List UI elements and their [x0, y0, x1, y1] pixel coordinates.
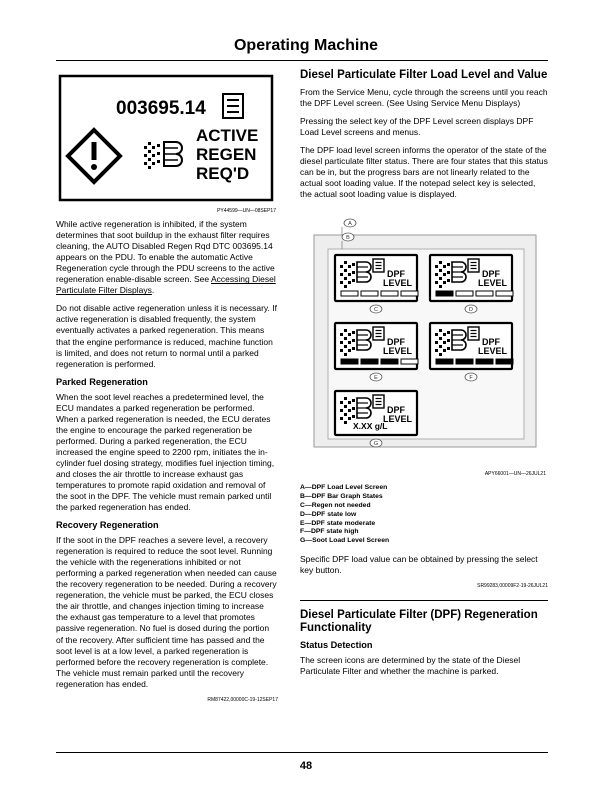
callout-a-label: A — [348, 221, 352, 228]
level-label-text: LEVEL — [478, 346, 508, 357]
dpf-label-text: DPF — [387, 337, 405, 348]
progress-bar-segment — [496, 359, 513, 364]
progress-bar-segment — [476, 359, 493, 364]
soot-value-text: X.XX g/L — [353, 421, 388, 432]
heading-dpf-regeneration: Diesel Particulate Filter (DPF) Regeneration Functionality — [300, 608, 538, 635]
reqd-text: REQ'D — [196, 164, 250, 183]
legend-item: D—DPF state low — [300, 510, 357, 518]
notepad-icon — [468, 327, 479, 340]
heading-dpf-load-level: Diesel Particulate Filter Load Level and Value — [300, 69, 548, 81]
paragraph-do-not-disable: Do not disable active regeneration unless it is necessary. If active regeneration is disabled frequently, the system eventually activates a parked regeneration. This means that the engine performance is reduced, machine function is limited, and does not return to normal until a parked regeneration is performed. — [56, 303, 277, 369]
legend-item: B—DPF Bar Graph States — [300, 493, 383, 501]
legend-item: G—Soot Load Level Screen — [300, 537, 390, 545]
reference-code: SR99283,00009F2-19-26JUL21 — [477, 583, 548, 590]
callout-e-label: E — [374, 375, 378, 382]
paragraph-status-detection: The screen icons are determined by the state of the Diesel Particulate Filter and whether the machine is parked. — [300, 655, 521, 677]
progress-bar-segment — [341, 359, 358, 364]
page-title: Operating Machine — [233, 37, 379, 54]
heading-recovery-regeneration: Recovery Regeneration — [56, 520, 159, 531]
paragraph-select-key: Pressing the select key of the DPF Level screen displays DPF Load Level screens and menus. — [300, 115, 534, 137]
notepad-icon — [373, 395, 384, 408]
callout-b-label: B — [346, 235, 350, 242]
dpf-state-screen-c — [335, 255, 418, 301]
figure-legend — [300, 484, 548, 546]
progress-bar-segment — [401, 359, 418, 364]
progress-bar-segment — [401, 291, 418, 296]
legend-item: C—Regen not needed — [300, 501, 371, 509]
dpf-label-text: DPF — [482, 337, 500, 348]
callout-d-label: D — [469, 307, 473, 314]
dpf-label-text: DPF — [387, 269, 405, 280]
figure-caption: PY44599—UN—08SEP17 — [217, 208, 276, 214]
callout-c-label: C — [374, 307, 378, 314]
regen-text: REGEN — [196, 145, 257, 164]
notepad-icon — [373, 327, 384, 340]
dpf-state-screen-e — [335, 323, 418, 369]
paragraph-specific-dpf-value: Specific DPF load value can be obtained by pressing the select key button. — [300, 554, 538, 576]
section-rule — [300, 600, 548, 601]
right-column — [300, 69, 548, 684]
progress-bar-segment — [436, 291, 453, 296]
progress-bar-segment — [496, 291, 513, 296]
paragraph-load-level-screen: The DPF load level screen informs the operator of the state of the diesel particulate filter status. There are four states that this status can be in, but the progress bars are not linearly related to the actual soot loading value. If the notepad select key is selected, the actual soot loading value is displayed. — [300, 144, 548, 200]
dpf-load-level-figure — [300, 211, 548, 481]
dtc-code-text: 003695.14 — [116, 98, 206, 119]
paragraph-active-regen-inhibited: While active regeneration is inhibited, if the system determines that soot buildup in the exhaust filter requires cleaning, the AUTO Disabled Regen Rqd DTC 003695.14 appears on the PDU. To enable the automatic Active Regeneration cycle through the PDU screens to the active regeneration enable-disable screen. See — [56, 219, 275, 285]
callout-g-label: G — [373, 441, 379, 448]
soot-load-level-screen — [335, 391, 417, 435]
legend-item: F—DPF state high — [300, 528, 359, 536]
dpf-state-screen-f — [430, 323, 513, 369]
notepad-icon — [373, 259, 384, 272]
paragraph-service-menu: From the Service Menu, cycle through the screens until you reach the DPF Level screen. (See Using Service Menu Displays) — [300, 86, 548, 108]
dpf-label-text: DPF — [387, 405, 405, 416]
active-regen-display-figure — [56, 74, 278, 214]
figure-caption: APY66001—UN—26JUL21 — [484, 471, 546, 478]
reference-code: RM87422,00000C-19-12SEP17 — [207, 696, 278, 703]
dpf-state-screen-d — [430, 255, 513, 301]
notepad-icon — [468, 259, 479, 272]
active-text: ACTIVE — [196, 126, 259, 145]
progress-bar-segment — [381, 291, 398, 296]
level-label-text: LEVEL — [383, 414, 413, 425]
level-label-text: LEVEL — [383, 346, 413, 357]
progress-bar-segment — [341, 291, 358, 296]
level-label-text: LEVEL — [478, 278, 508, 289]
callout-f-label: F — [469, 375, 473, 382]
left-column — [56, 74, 278, 710]
progress-bar-segment — [476, 291, 493, 296]
progress-bar-segment — [456, 291, 473, 296]
paragraph-end: . — [151, 285, 155, 296]
footer-rule — [56, 752, 548, 753]
level-label-text: LEVEL — [383, 278, 413, 289]
progress-bar-segment — [436, 359, 453, 364]
header-rule — [56, 60, 548, 61]
paragraph-recovery-regeneration: If the soot in the DPF reaches a severe level, a recovery regeneration is required to reduce the soot level. Running the vehicle with the regenerations inhibited or not performing a parked regeneration when needed can cause the recovery regeneration to be needed. During a recovery regeneration, the vehicle must be parked, the ECU closes the air throttle, and changes injection timing to increase the exhaust gas temperature to a level that promotes passive regeneration. No fuel is dosed during the portion of the recovery. After sufficient time has passed and the soot level is at a low level, a parked regeneration is performed before the recovery regeneration is complete. The vehicle must remain parked until the recovery regeneration has ended. — [56, 535, 277, 689]
progress-bar-segment — [381, 359, 398, 364]
legend-item: E—DPF state moderate — [300, 519, 376, 527]
paragraph-parked-regeneration: When the soot level reaches a predetermined level, the ECU mandates a parked regeneration be performed. When a parked regeneration is needed, the ECU derates the engine to encourage the parked regeneration be performed. During a parked regeneration, the ECU increased the engine speed to 2200 rpm, initiates the in-cylinder fuel dosing strategy, modifies fuel injection timing, and closes the air throttle to increase exhaust gas temperatures to promote rapid oxidation and removal of the soot in the DPF. The vehicle must remain parked until the parked regeneration has ended. — [56, 391, 275, 513]
legend-item: A—DPF Load Level Screen — [300, 484, 388, 492]
progress-bar-segment — [456, 359, 473, 364]
progress-bar-segment — [361, 359, 378, 364]
page-number: 48 — [299, 760, 313, 772]
accessing-dpf-displays-link[interactable]: Accessing Diesel Particulate Filter Displays — [56, 274, 276, 296]
dpf-label-text: DPF — [482, 269, 500, 280]
progress-bar-segment — [361, 291, 378, 296]
heading-status-detection: Status Detection — [300, 640, 373, 651]
heading-parked-regeneration: Parked Regeneration — [56, 376, 148, 387]
